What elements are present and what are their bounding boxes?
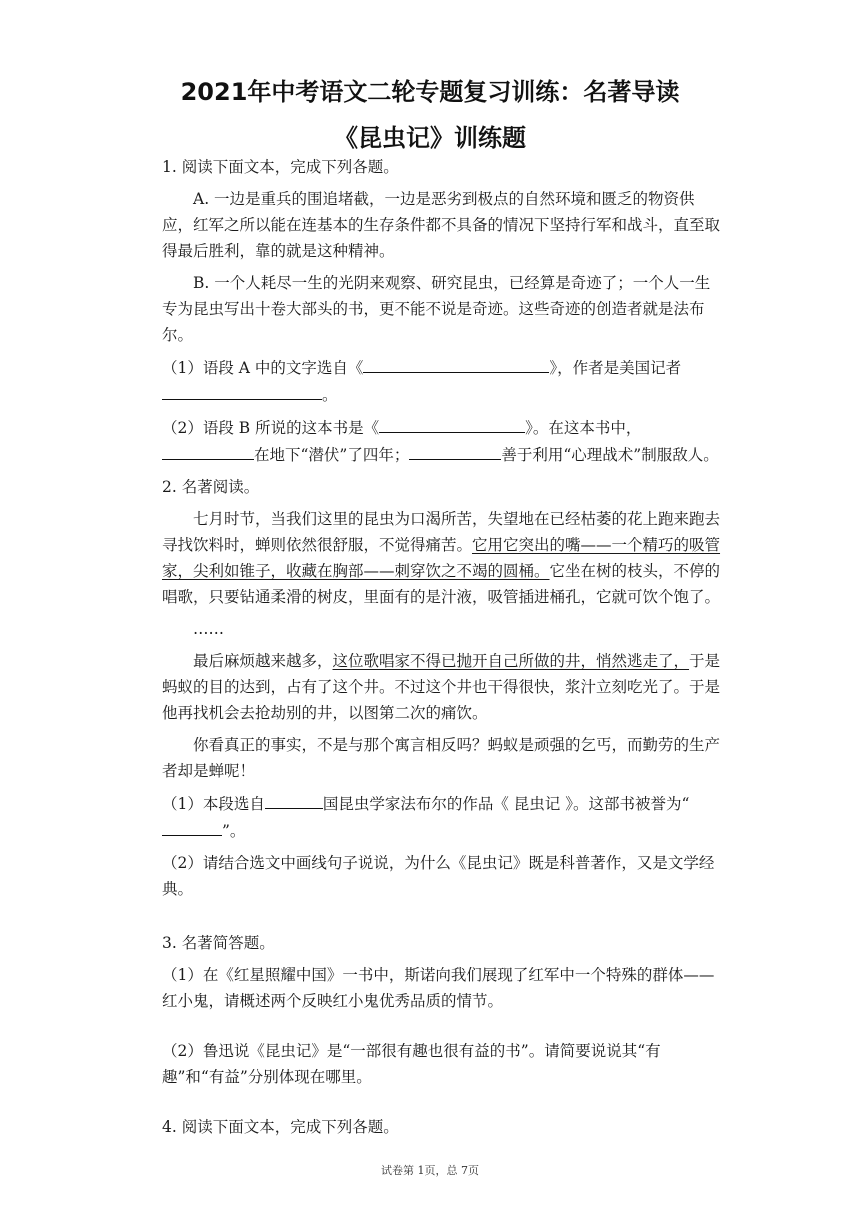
q2-para2-text: 最后麻烦越来越多， [193,652,333,670]
q2-sub1-text-b: 国昆虫学家法布尔的作品《 昆虫记 》。这部书被誉为“ [322,795,690,813]
q2-para1-text: 七月时节，当我们这里的昆虫为口渴所苦，失望地在已经枯萎的花上跑来跑去寻找饮料时，蝉则依然很舒服，不觉得痛苦。 [162,510,721,554]
q4-stem: 4. 阅读下面文本，完成下列各题。 [162,1118,399,1136]
q2-sub1-text-c: ”。 [222,822,246,840]
page-title-line1: 2021年中考语文二轮专题复习训练：名著导读 [180,78,680,106]
q2-para2-underlined-sentence: 这位歌唱家不得已抛开自己所做的井，悄然逃走了， [332,652,690,670]
answer-blank[interactable] [162,381,322,400]
q2-ellipsis: …… [193,620,224,638]
answer-space[interactable] [162,1096,722,1114]
q1-sub2-text-c: 在地下“潜伏”了四年； [254,446,410,464]
q1-sub2-text-b: 》。在这本书中， [525,419,642,437]
answer-space[interactable] [162,908,722,930]
q2-paragraph-1 [162,506,722,610]
q2-stem: 2. 名著阅读。 [162,478,260,496]
answer-space[interactable] [162,1020,722,1038]
answer-blank[interactable] [162,817,222,836]
q1-subquestion-2 [162,414,722,468]
q1-sub2-text-d: 善于利用“心理战术”制服敌人。 [501,446,719,464]
q2-subquestion-2: （2）请结合选文中画线句子说说，为什么《昆虫记》既是科普著作，又是文学经典。 [162,854,715,898]
q3-subquestion-2: （2）鲁迅说《昆虫记》是“一部很有趣也很有益的书”。请简要说说其“有趣”和“有益”分别体现在哪里。 [162,1042,661,1086]
answer-blank[interactable] [409,441,501,460]
q2-paragraph-3: 你看真正的事实，不是与那个寓言相反吗？蚂蚁是顽强的乞丐，而勤劳的生产者却是蝉呢！ [162,736,721,780]
q2-paragraph-2 [162,648,722,726]
q2-subquestion-1 [162,790,722,844]
q1-sub1-text-c: 。 [322,386,338,404]
answer-blank[interactable] [162,441,254,460]
q2-sub1-text-a: （1）本段选自 [162,795,265,813]
q1-stem: 1. 阅读下面文本，完成下列各题。 [162,158,399,176]
page-footer: 试卷第 1页，总 7页 [381,1164,479,1177]
question-content [162,154,722,1146]
q1-sub2-text-a: （2）语段 B 所说的这本书是《 [162,419,380,437]
q1-passage-a: A. 一边是重兵的围追堵截，一边是恶劣到极点的自然环境和匮乏的物资供应，红军之所以能在连基本的生存条件都不具备的情况下坚持行军和战斗，直至取得最后胜利，靠的就是这种精神。 [162,190,721,260]
q1-sub1-text-b: 》，作者是美国记者 [549,359,682,377]
q2-para1-underlined-sentence: 它用它突出的嘴——一个精巧的吸管家，尖利如锥子，收藏在胸部——刺穿饮之不竭的圆桶。 [162,536,721,580]
answer-blank[interactable] [265,790,323,809]
q3-stem: 3. 名著简答题。 [162,934,275,952]
answer-blank[interactable] [363,354,549,373]
q1-passage-b: B. 一个人耗尽一生的光阴来观察、研究昆虫，已经算是奇迹了；一个人一生专为昆虫写出十卷大部头的书，更不能不说是奇迹。这些奇迹的创造者就是法布尔。 [162,274,711,344]
q2-para2-text-end: 于是蚂蚁的目的达到，占有了这个井。不过这个井也干得很快，浆汁立刻吃光了。于是他再找机会去抢劫别的井，以图第二次的痛饮。 [162,652,721,722]
q1-sub1-text-a: （1）语段 A 中的文字选自《 [162,359,364,377]
q1-subquestion-1 [162,354,722,408]
q2-para1-text-end: 它坐在树的枝头，不停的唱歌，只要钻通柔滑的树皮，里面有的是汁液，吸管插进桶孔，它就可饮个饱了。 [162,562,721,606]
page-title-line2: 《昆虫记》训练题 [334,124,526,152]
answer-blank[interactable] [379,414,525,433]
q3-subquestion-1: （1）在《红星照耀中国》一书中，斯诺向我们展现了红军中一个特殊的群体——红小鬼，请概述两个反映红小鬼优秀品质的情节。 [162,966,715,1010]
